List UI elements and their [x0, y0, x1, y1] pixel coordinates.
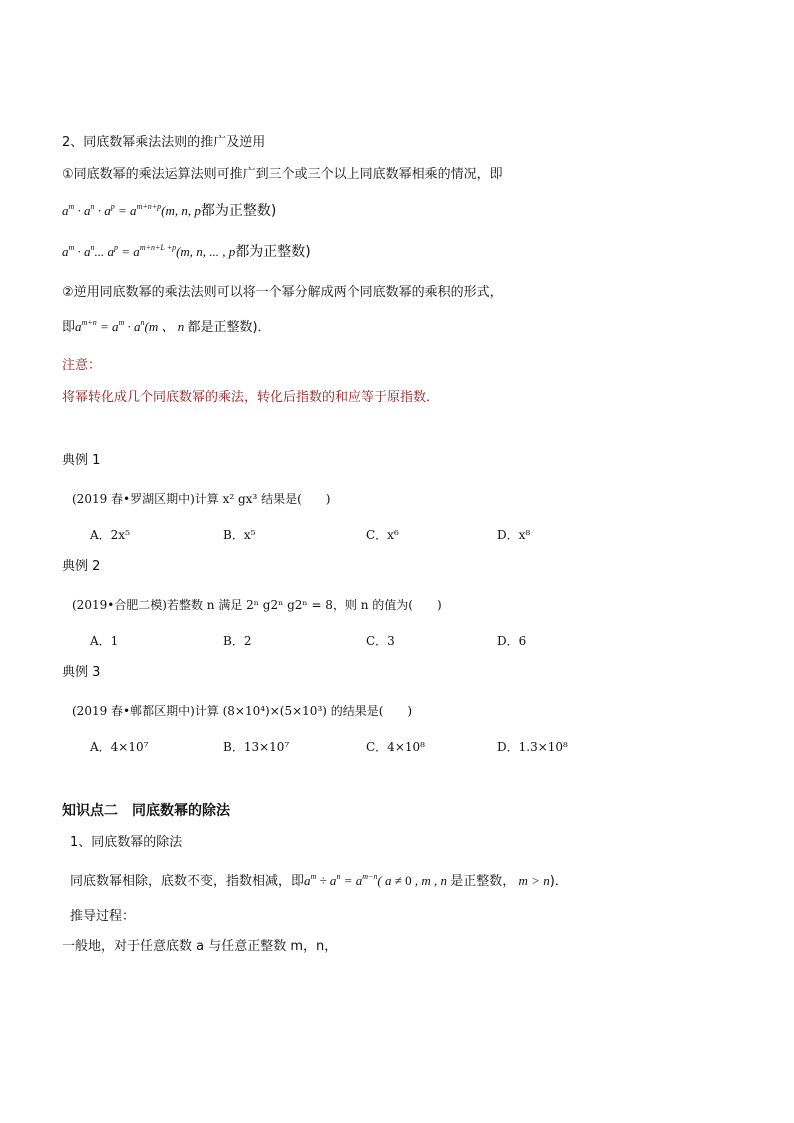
- note-label: 注意：: [62, 358, 102, 373]
- example-2-option-d: D．6: [497, 634, 527, 648]
- example-3-option-a: A．4×10⁷: [90, 740, 149, 754]
- formula-2-tail: 都为正整数): [235, 244, 311, 260]
- example-2-question: (2019•合肥二模)若整数 n 满足 2ⁿ g2ⁿ g2ⁿ = 8，则 n 的值为( ): [72, 598, 442, 612]
- example-1-option-c: C．x⁶: [366, 528, 399, 542]
- division-rule-prefix: 同底数幂相除，底数不变，指数相减，即: [70, 874, 305, 889]
- example-1-option-d: D．x⁸: [497, 528, 531, 542]
- inverse-tail: 都是正整数)．: [187, 320, 271, 335]
- derivation-label: 推导过程：: [70, 909, 136, 924]
- section-heading: 2、同底数幂乘法法则的推广及逆用: [62, 135, 266, 150]
- note-text: 将幂转化成几个同底数幂的乘法，转化后指数的和应等于原指数．: [62, 390, 440, 405]
- division-heading: 1、同底数幂的除法: [70, 835, 183, 850]
- example-2-option-c: C．3: [366, 634, 395, 648]
- example-3-label: 典例 3: [62, 665, 101, 680]
- example-1-option-a: A．2x⁵: [90, 528, 130, 542]
- example-3-question: (2019 春•郸都区期中)计算 (8×10⁴)×(5×10³) 的结果是( ): [72, 704, 413, 718]
- formula-2: $a^m \cdot a^n$... $a^p = a^{m+n+L +p}(m$, n, ... , p都为正整数): [62, 243, 311, 260]
- example-2-label: 典例 2: [62, 559, 101, 574]
- formula-1-tail: 都为正整数): [200, 203, 277, 219]
- division-rule-mid: 是正整数，: [450, 874, 516, 889]
- example-2-option-a: A．1: [90, 634, 119, 648]
- rule-item-2: ②逆用同底数幂的乘法法则可以将一个幂分解成两个同底数幂的乘积的形式，: [62, 285, 503, 300]
- example-1-question: (2019 春•罗湖区期中)计算 x² gx³ 结果是( ): [72, 492, 331, 506]
- example-3-option-b: B．13×10⁷: [223, 740, 290, 754]
- rule-item-1: ①同底数幂的乘法运算法则可推广到三个或三个以上同底数幂相乘的情况，即: [62, 167, 503, 182]
- example-3-option-c: C．4×10⁸: [366, 740, 425, 754]
- example-1-label: 典例 1: [62, 453, 101, 468]
- section-title: 知识点二 同底数幂的除法: [62, 803, 230, 819]
- example-3-option-d: D．1.3×10⁸: [497, 740, 568, 754]
- inverse-formula: 即$a^{m+n} = a^m \cdot a^n(m$ 、 n 都是正整数)．: [62, 318, 271, 335]
- example-2-option-b: B．2: [223, 634, 252, 648]
- division-rule: 同底数幂相除，底数不变，指数相减，即$a^m \div a^n = a^{m-n}$( a ≠ 0 , m , n 是正整数， m > n)．: [70, 872, 568, 889]
- example-1-option-b: B．x⁵: [223, 528, 256, 542]
- derivation-text: 一般地，对于任意底数 a 与任意正整数 m，n，: [62, 939, 338, 954]
- inverse-prefix: 即: [62, 320, 76, 335]
- formula-1: $a^m \cdot a^n \cdot a^p = a^{m+n+p}(m$, n, p都为正整数): [62, 202, 277, 219]
